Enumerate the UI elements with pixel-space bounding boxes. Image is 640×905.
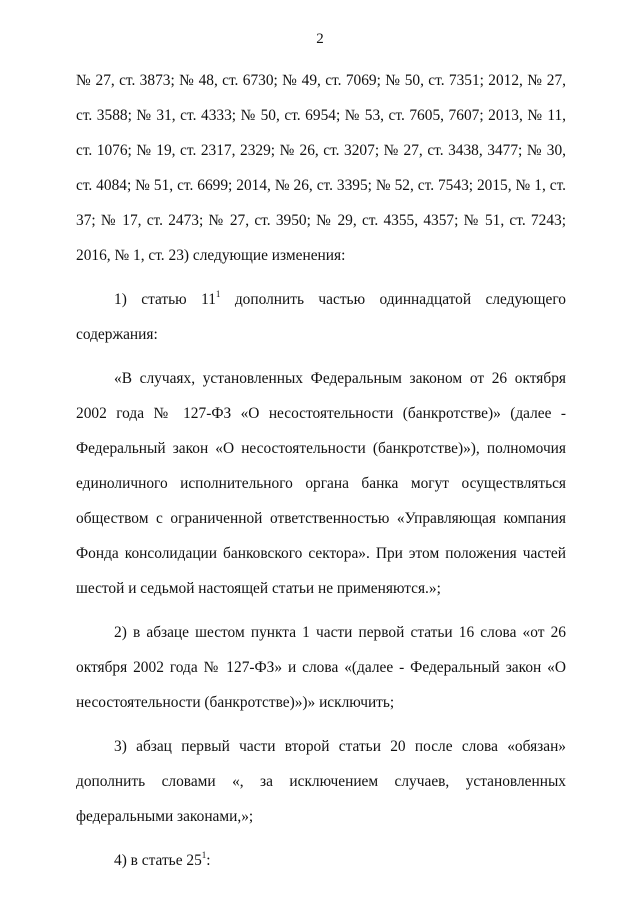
paragraph-item-1-text-cont: дополнить частью одиннадцатой следующего содержания:	[76, 291, 566, 343]
paragraph-item-2: 2) в абзаце шестом пункта 1 части первой статьи 16 слова «от 26 октября 2002 года № 127-ФЗ» и слова «(далее - Федеральный закон «О несостоятельности (банкротстве)»)» исключить;	[76, 624, 566, 711]
superscript: 1	[201, 849, 207, 860]
paragraph-item-4-colon: :	[206, 852, 211, 869]
paragraph-item-1	[76, 282, 566, 352]
document-body	[76, 63, 566, 887]
page-number: 2	[316, 31, 324, 47]
paragraph-item-4	[76, 843, 566, 878]
paragraph-quoted-amendment: «В случаях, установленных Федеральным законом от 26 октября 2002 года № 127-ФЗ «О несостоятельности (банкротстве)» (далее - Федеральный закон «О несостоятельности (банкротстве)»), полномочия единоличного исполнительного органа банка могут осуществляться обществом с ограниченной ответственностью «Управляющая компания Фонда консолидации банковского сектора». При этом положения частей шестой и седьмой настоящей статьи не применяются.»;	[76, 370, 566, 597]
paragraph-item-3: 3) абзац первый части второй статьи 20 после слова «обязан» дополнить словами «, за исключением случаев, установленных федеральными законами,»;	[76, 738, 566, 825]
paragraph-item-1-text: 1) статью 11	[114, 291, 216, 308]
paragraph-item-4-text: 4) в статье 25	[114, 852, 202, 869]
superscript: 1	[215, 288, 221, 299]
paragraph-references: № 27, ст. 3873; № 48, ст. 6730; № 49, ст. 7069; № 50, ст. 7351; 2012, № 27, ст. 3588; № 31, ст. 4333; № 50, ст. 6954; № 53, ст. 7605, 7607; 2013, № 11, ст. 1076; № 19, ст. 2317, 2329; № 26, ст. 3207; № 27, ст. 3438, 3477; № 30, ст. 4084; № 51, ст. 6699; 2014, № 26, ст. 3395; № 52, ст. 7543; 2015, № 1, ст. 37; № 17, ст. 2473; № 27, ст. 3950; № 29, ст. 4355, 4357; № 51, ст. 7243; 2016, № 1, ст. 23) следующие изменения:	[76, 72, 566, 264]
